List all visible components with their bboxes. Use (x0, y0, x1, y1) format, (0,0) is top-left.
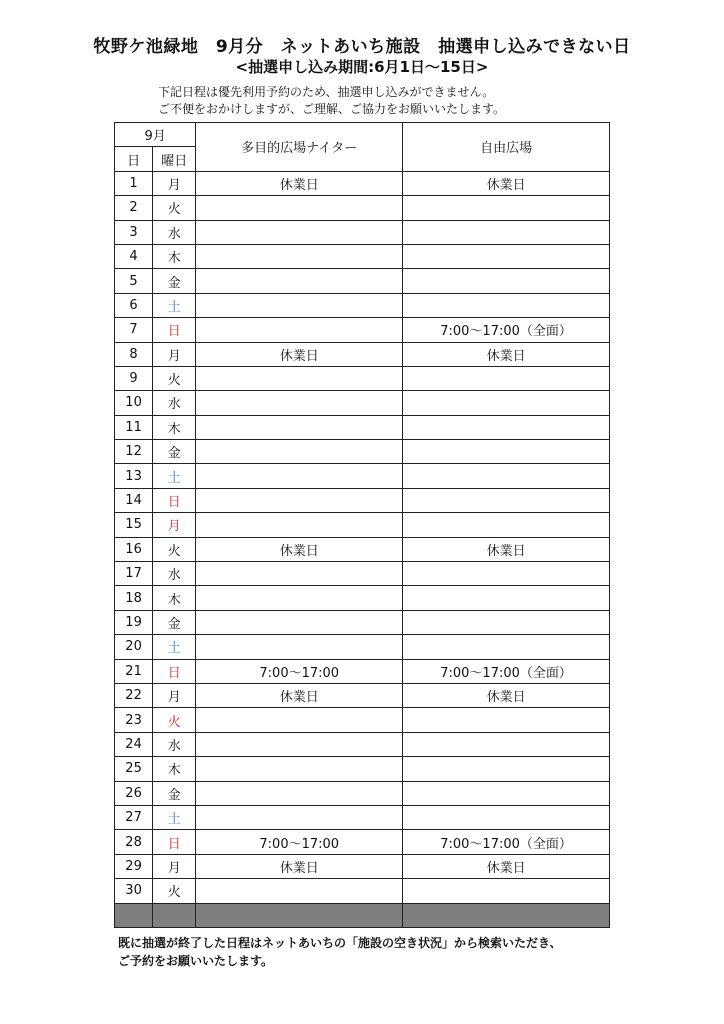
multipurpose-night-cell (196, 757, 403, 781)
weekday-cell: 日 (153, 830, 196, 854)
free-plaza-cell (403, 366, 610, 390)
free-plaza-cell: 休業日 (403, 683, 610, 707)
table-row (115, 610, 610, 634)
table-row (115, 415, 610, 439)
free-plaza-cell (403, 732, 610, 756)
table-row (115, 342, 610, 366)
table-row (115, 440, 610, 464)
notice (158, 84, 505, 118)
weekday-cell: 日 (153, 318, 196, 342)
weekday-cell: 木 (153, 757, 196, 781)
day-cell: 7 (115, 318, 153, 342)
weekday-cell: 水 (153, 562, 196, 586)
free-plaza-cell (403, 293, 610, 317)
day-cell: 6 (115, 293, 153, 317)
table-row (115, 513, 610, 537)
day-cell: 3 (115, 220, 153, 244)
free-plaza-cell (403, 415, 610, 439)
multipurpose-night-cell (196, 562, 403, 586)
multipurpose-night-cell (196, 196, 403, 220)
day-cell: 1 (115, 171, 153, 195)
table-row (115, 318, 610, 342)
weekday-cell: 火 (153, 708, 196, 732)
free-plaza-cell (403, 513, 610, 537)
day-cell: 5 (115, 269, 153, 293)
weekday-cell: 木 (153, 415, 196, 439)
day-cell: 15 (115, 513, 153, 537)
weekday-cell: 金 (153, 440, 196, 464)
free-plaza-cell (403, 196, 610, 220)
multipurpose-night-cell (196, 488, 403, 512)
notice-line: 下記日程は優先利用予約のため、抽選申し込みができません。 (158, 85, 495, 99)
multipurpose-night-cell (196, 635, 403, 659)
multipurpose-night-cell (196, 610, 403, 634)
free-plaza-cell: 7:00～17:00（全面） (403, 318, 610, 342)
day-cell: 19 (115, 610, 153, 634)
free-plaza-cell: 7:00～17:00（全面） (403, 830, 610, 854)
day-cell: 26 (115, 781, 153, 805)
weekday-cell: 土 (153, 635, 196, 659)
weekday-cell: 月 (153, 854, 196, 878)
day-cell: 22 (115, 683, 153, 707)
free-plaza-cell: 7:00～17:00（全面） (403, 659, 610, 683)
day-cell: 21 (115, 659, 153, 683)
day-cell: 13 (115, 464, 153, 488)
notice-line: ご不便をおかけしますが、ご理解、ご協力をお願いいたします。 (158, 102, 506, 116)
day-cell: 14 (115, 488, 153, 512)
table-row (115, 464, 610, 488)
free-plaza-cell (403, 464, 610, 488)
multipurpose-night-cell (196, 513, 403, 537)
day-cell: 25 (115, 757, 153, 781)
day-cell: 2 (115, 196, 153, 220)
blank-cell (403, 903, 610, 927)
table-row (115, 562, 610, 586)
footer-row (115, 903, 610, 927)
free-plaza-cell: 休業日 (403, 342, 610, 366)
table-row (115, 732, 610, 756)
table-row (115, 537, 610, 561)
multipurpose-night-cell: 7:00～17:00 (196, 830, 403, 854)
footer-note (118, 934, 562, 970)
weekday-cell: 火 (153, 879, 196, 903)
table-row (115, 708, 610, 732)
column-header-free-plaza: 自由広場 (403, 123, 610, 172)
weekday-cell: 金 (153, 781, 196, 805)
blank-cell (153, 903, 196, 927)
multipurpose-night-cell (196, 440, 403, 464)
weekday-cell: 木 (153, 586, 196, 610)
free-plaza-cell (403, 562, 610, 586)
free-plaza-cell (403, 757, 610, 781)
free-plaza-cell (403, 708, 610, 732)
weekday-cell: 金 (153, 610, 196, 634)
table-row (115, 854, 610, 878)
free-plaza-cell (403, 269, 610, 293)
free-plaza-cell (403, 610, 610, 634)
free-plaza-cell (403, 391, 610, 415)
multipurpose-night-cell (196, 732, 403, 756)
free-plaza-cell (403, 805, 610, 829)
column-header-weekday: 曜日 (153, 147, 196, 171)
weekday-cell: 土 (153, 805, 196, 829)
multipurpose-night-cell (196, 708, 403, 732)
day-cell: 17 (115, 562, 153, 586)
weekday-cell: 土 (153, 464, 196, 488)
page-title: 牧野ケ池緑地 9月分 ネットあいち施設 抽選申し込みできない日 (93, 37, 631, 57)
table-row (115, 781, 610, 805)
table-row (115, 757, 610, 781)
weekday-cell: 火 (153, 196, 196, 220)
table-row (115, 293, 610, 317)
day-cell: 11 (115, 415, 153, 439)
free-plaza-cell: 休業日 (403, 171, 610, 195)
column-header-day: 日 (115, 147, 153, 171)
free-plaza-cell (403, 781, 610, 805)
day-cell: 27 (115, 805, 153, 829)
day-cell: 12 (115, 440, 153, 464)
multipurpose-night-cell (196, 415, 403, 439)
weekday-cell: 月 (153, 513, 196, 537)
multipurpose-night-cell (196, 269, 403, 293)
day-cell: 20 (115, 635, 153, 659)
day-cell: 23 (115, 708, 153, 732)
day-cell: 30 (115, 879, 153, 903)
multipurpose-night-cell (196, 293, 403, 317)
weekday-cell: 月 (153, 342, 196, 366)
table-row (115, 830, 610, 854)
table-row (115, 244, 610, 268)
table-row (115, 586, 610, 610)
day-cell: 4 (115, 244, 153, 268)
table-row (115, 220, 610, 244)
table-row (115, 805, 610, 829)
multipurpose-night-cell: 休業日 (196, 683, 403, 707)
table-row (115, 635, 610, 659)
weekday-cell: 水 (153, 220, 196, 244)
table-row (115, 659, 610, 683)
multipurpose-night-cell (196, 781, 403, 805)
multipurpose-night-cell (196, 586, 403, 610)
free-plaza-cell (403, 220, 610, 244)
table-row (115, 196, 610, 220)
weekday-cell: 金 (153, 269, 196, 293)
free-plaza-cell (403, 879, 610, 903)
free-plaza-cell (403, 244, 610, 268)
day-cell: 28 (115, 830, 153, 854)
multipurpose-night-cell (196, 391, 403, 415)
table-row (115, 171, 610, 195)
multipurpose-night-cell: 休業日 (196, 854, 403, 878)
weekday-cell: 火 (153, 366, 196, 390)
table-row (115, 269, 610, 293)
multipurpose-night-cell: 休業日 (196, 537, 403, 561)
free-plaza-cell (403, 586, 610, 610)
header-row (115, 123, 610, 147)
multipurpose-night-cell (196, 366, 403, 390)
multipurpose-night-cell: 7:00～17:00 (196, 659, 403, 683)
weekday-cell: 木 (153, 244, 196, 268)
multipurpose-night-cell (196, 220, 403, 244)
multipurpose-night-cell (196, 244, 403, 268)
multipurpose-night-cell (196, 805, 403, 829)
free-plaza-cell: 休業日 (403, 537, 610, 561)
weekday-cell: 火 (153, 537, 196, 561)
blank-cell (196, 903, 403, 927)
multipurpose-night-cell: 休業日 (196, 171, 403, 195)
column-header-multipurpose-night: 多目的広場ナイター (196, 123, 403, 172)
day-cell: 10 (115, 391, 153, 415)
blank-cell (115, 903, 153, 927)
multipurpose-night-cell (196, 464, 403, 488)
weekday-cell: 月 (153, 683, 196, 707)
day-cell: 8 (115, 342, 153, 366)
application-period: <抽選申し込み期間:6月1日～15日> (235, 58, 489, 76)
footer-line: ご予約をお願いいたします。 (118, 954, 274, 968)
weekday-cell: 土 (153, 293, 196, 317)
table-row (115, 683, 610, 707)
day-cell: 18 (115, 586, 153, 610)
schedule-body (115, 123, 610, 928)
free-plaza-cell (403, 440, 610, 464)
free-plaza-cell (403, 488, 610, 512)
weekday-cell: 日 (153, 659, 196, 683)
multipurpose-night-cell: 休業日 (196, 342, 403, 366)
weekday-cell: 日 (153, 488, 196, 512)
month-label: 9月 (115, 123, 196, 147)
day-cell: 24 (115, 732, 153, 756)
multipurpose-night-cell (196, 879, 403, 903)
multipurpose-night-cell (196, 318, 403, 342)
day-cell: 16 (115, 537, 153, 561)
free-plaza-cell (403, 635, 610, 659)
weekday-cell: 水 (153, 732, 196, 756)
table-row (115, 488, 610, 512)
schedule-table (114, 122, 610, 928)
table-row (115, 879, 610, 903)
day-cell: 9 (115, 366, 153, 390)
table-row (115, 366, 610, 390)
day-cell: 29 (115, 854, 153, 878)
table-row (115, 391, 610, 415)
weekday-cell: 月 (153, 171, 196, 195)
free-plaza-cell: 休業日 (403, 854, 610, 878)
weekday-cell: 水 (153, 391, 196, 415)
footer-line: 既に抽選が終了した日程はネットあいちの「施設の空き状況」から検索いただき、 (118, 936, 562, 950)
